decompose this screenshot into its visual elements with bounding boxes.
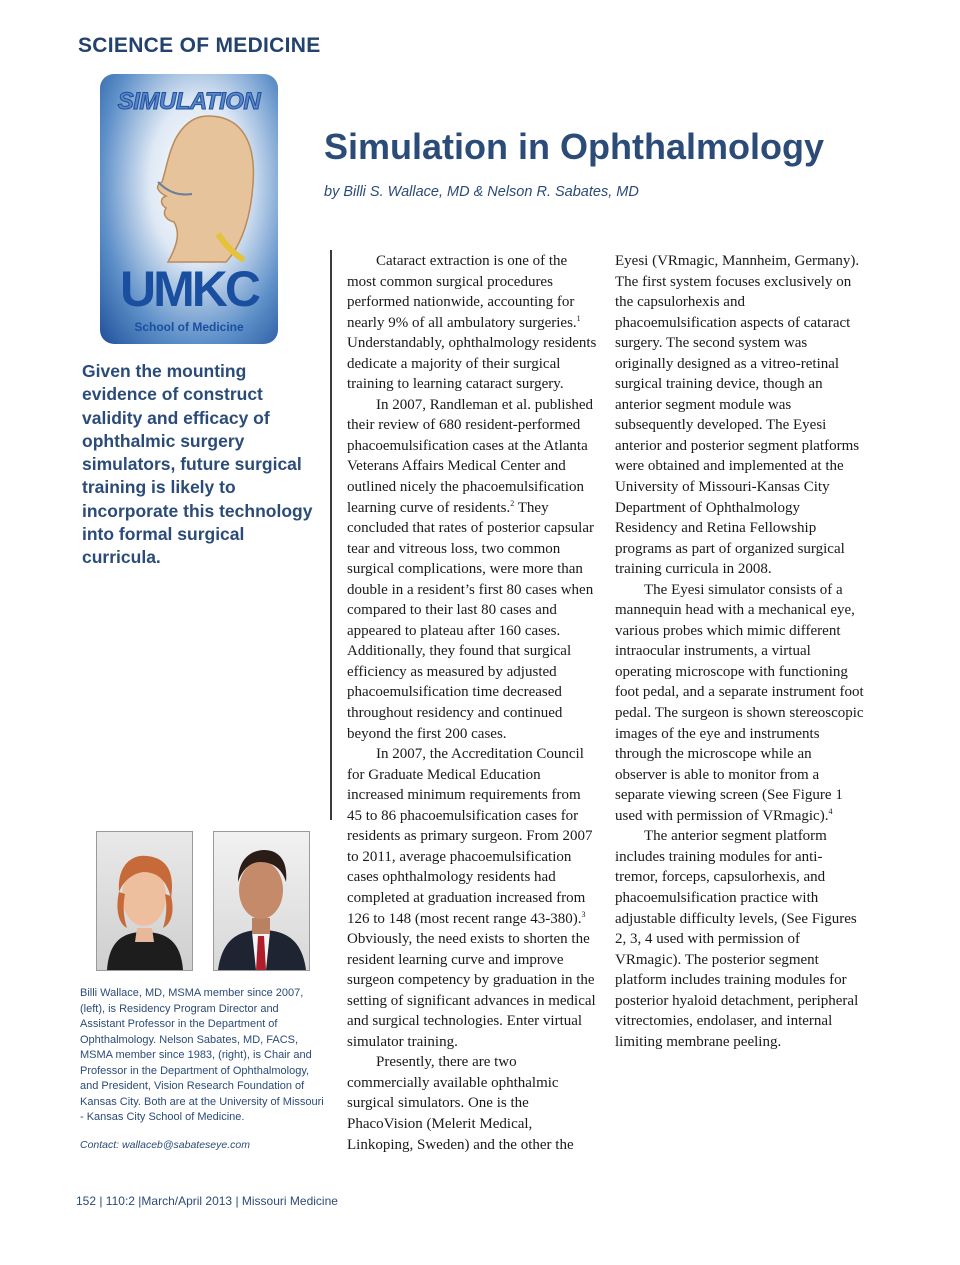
author-photo-sabates [213,831,310,971]
author-caption: Billi Wallace, MD, MSMA member since 2007, (left), is Residency Program Director and Assistant Professor in the Department of Ophthalmology. Nelson Sabates, MD, FACS, MSMA member since 1983, (right), is Chair and Professor in the Department of Ophthalmology, and President, Vision Research Foundation of Kansas City. Both are at the University of Missouri - Kansas City School of Medicine. [80,987,324,1123]
logo-brand: UMKC [120,261,258,317]
paragraph-2: In 2007, Randleman et al. published their review of 680 resident-performed phacoemulsification cases at the Atlanta Veterans Affairs Medical Center and outlined nicely the phacoemulsification learning curve of residents.$^2$ They concluded that rates of posterior capsular tear and vitreous loss, two common surgical complications, were more than double in a resident’s first 80 cases when compared to their last 80 cases and appeared to plateau after 160 cases. Additionally, they found that surgical efficiency as measured by adjusted phacoemulsification time decreased throughout residency and continued beyond the first 200 cases. [347,396,594,742]
simulation-logo [100,74,278,344]
body-column-left [347,251,599,1155]
mannequin-head-icon [148,114,258,264]
body-column-right [615,251,865,1052]
paragraph-6: The anterior segment platform includes training modules for anti-tremor, forceps, capsulorhexis, and phacoemulsification practice with adjustable difficulty levels, (See Figures 2, 3, 4 used with permission of VRmagic). The posterior segment platform includes training modules for posterior hyaloid detachment, peripheral vitrectomies, endolaser, and internal limiting membrane peeling. [615,828,859,1050]
contact-email[interactable]: Contact: wallaceb@sabateseye.com [80,1139,250,1151]
author-photo-wallace [96,831,193,971]
logo-subtitle: School of Medicine [134,320,244,334]
article-title: Simulation in Ophthalmology [324,126,824,167]
paragraph-5: The Eyesi simulator consists of a mannequin head with a mechanical eye, various probes which mimic different intraocular instruments, a virtual operating microscope with functioning foot pedal, and a separate instrument foot pedal. The surgeon is shown stereoscopic images of the eye and instruments through the microscope while an observer is able to monitor from a separate viewing screen (See Figure 1 used with permission of VRmagic).$^4$ [615,581,864,824]
pull-quote: Given the mounting evidence of construct validity and efficacy of ophthalmic surgery simulators, future surgical training is likely to incorporate this technology into formal surgical curricula. [82,361,313,568]
logo-top-text: SIMULATION [117,88,261,115]
paragraph-4-cont: Eyesi (VRmagic, Mannheim, Germany). The first system focuses exclusively on the capsulorhexis and phacoemulsification aspects of cataract surgery. The second system was originally designed as a vitreo-retinal surgical training device, though an anterior segment module was subsequently developed. The Eyesi anterior and posterior segment platforms were obtained and implemented at the University of Missouri-Kansas City Department of Ophthalmology Residency and Retina Fellowship programs as part of organized surgical training curricula in 2008. [615,253,860,578]
paragraph-1: Cataract extraction is one of the most common surgical procedures performed nationwide, accounting for nearly 9% of all ambulatory surgeries.$^1$ Understandably, ophthalmology residents dedicate a majority of their surgical training to learning cataract surgery. [347,253,597,393]
paragraph-4: Presently, there are two commercially available ophthalmic surgical simulators. One is the PhacoVision (Melerit Medical, Linkoping, Sweden) and the other the [347,1054,574,1153]
section-label: SCIENCE OF MEDICINE [78,34,321,57]
page-footer: 152 | 110:2 |March/April 2013 | Missouri Medicine [76,1194,338,1208]
paragraph-3: In 2007, the Accreditation Council for Graduate Medical Education increased minimum requirements from 45 to 86 phacoemulsification cases for residents as primary surgeon. From 2007 to 2011, average phacoemulsification cases ophthalmology residents had completed at graduation increased from 126 to 148 (most recent range 43-380).$^3$ Obviously, the need exists to shorten the resident learning curve and improve surgeon competency by graduation in the setting of significant advances in medical and surgical technologies. Enter virtual simulator training. [347,746,596,1050]
article-byline: by Billi S. Wallace, MD & Nelson R. Sabates, MD [324,184,639,200]
column-divider [330,250,332,820]
